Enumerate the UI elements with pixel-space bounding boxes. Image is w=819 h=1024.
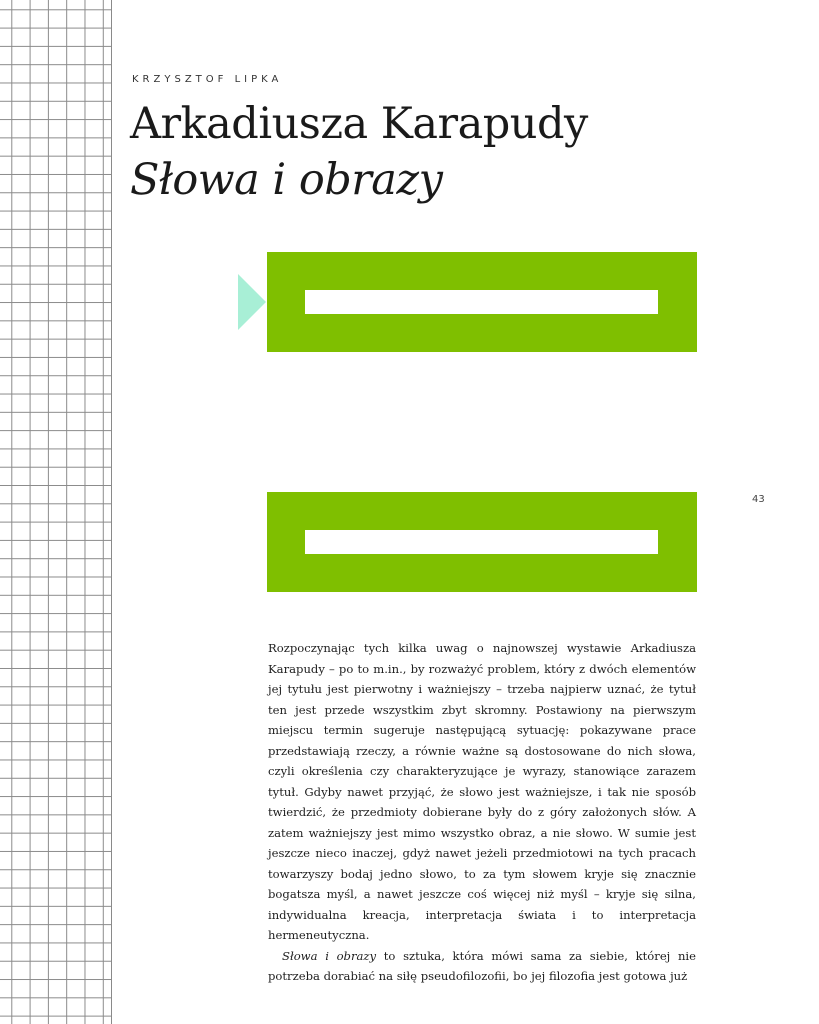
green-bar-graphic-top <box>267 252 697 352</box>
green-bar-graphic-bottom <box>267 492 697 592</box>
paragraph-2-italic-title: Słowa i obrazy <box>282 948 377 963</box>
arrow-marker-icon <box>238 274 266 330</box>
paragraph-2-text: to sztuka, która mówi sama za siebie, której nie potrzeba dorabiać na siłę pseudofilozofii, bo jej filozofia jest gotowa już <box>268 948 696 983</box>
white-slot <box>305 290 658 314</box>
author-name: KRZYSZTOF LIPKA <box>132 74 283 85</box>
article-body <box>268 638 696 987</box>
paragraph-1: Rozpoczynając tych kilka uwag o najnowszej wystawie Arkadiusza Karapudy – po to m.in., by rozważyć problem, który z dwóch elementów jej tytułu jest pierwotny i ważniejszy – trzeba najpierw uznać, że tytuł ten jest przede wszystkim zbyt skromny. Postawiony na pierwszym miejscu termin sugeruje następującą sytuację: pokazywane prace przedstawiają rzeczy, a równie ważne są dostosowane do nich słowa, czyli określenia czy charakteryzujące je wyrazy, stanowiące zarazem tytuł. Gdyby nawet przyjąć, że słowo jest ważniejsze, i tak nie sposób twierdzić, że przedmioty dobierane były do z góry założonych słów. A zatem ważniejszy jest mimo wszystko obraz, a nie słowo. W sumie jest jeszcze nieco inaczej, gdyż nawet jeżeli przedmiotowi na tych pracach towarzyszy bodaj jedno słowo, to za tym słowem kryje się znacznie bogatsza myśl, a nawet jeszcze coś więcej niż myśl – kryje się silna, indywidualna kreacja, interpretacja świata i to interpretacja hermeneutyczna. <box>268 641 696 942</box>
title-line-2: Słowa i obrazy <box>130 155 443 205</box>
white-slot <box>305 530 658 554</box>
article-title <box>130 96 588 208</box>
grid-margin-decoration <box>0 0 112 1024</box>
paragraph-2 <box>268 946 696 987</box>
page-number: 43 <box>752 494 765 505</box>
title-line-1: Arkadiusza Karapudy <box>130 99 588 149</box>
